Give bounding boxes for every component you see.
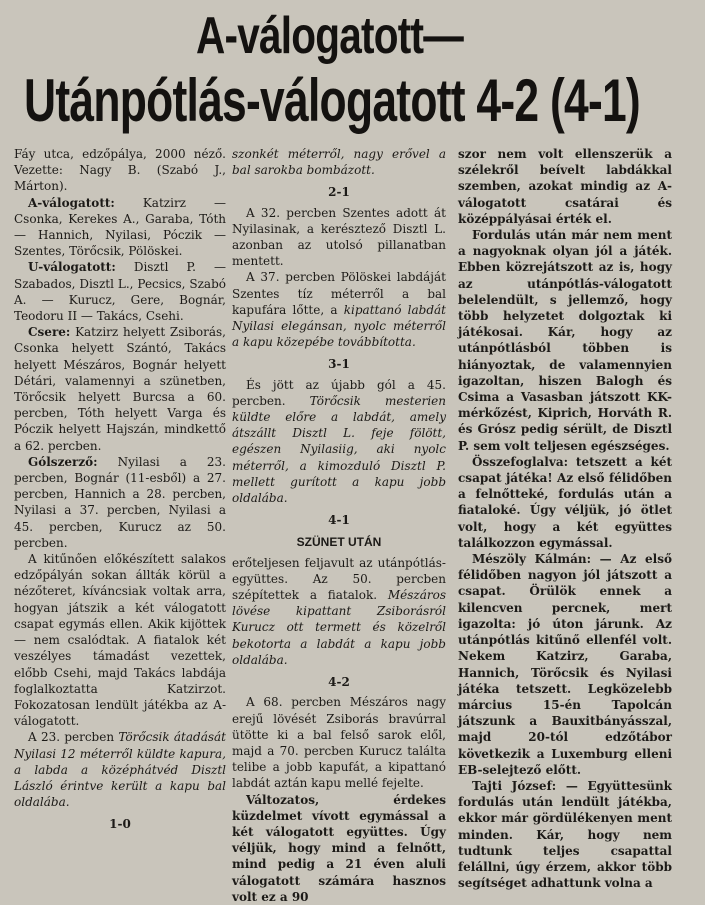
score-4-2: 4-2 bbox=[328, 675, 350, 690]
conclusion-paragraph bbox=[458, 454, 672, 551]
goal-4-lead: És jött az újabb gól a 45. percben. bbox=[232, 377, 446, 408]
goal-3-lead: A 37. percben Pölöskei labdáját Szentes tíz méterről a bal kapufára lőtte, a bbox=[232, 270, 446, 317]
second-half-analysis bbox=[458, 227, 672, 454]
quote-tajti-label: Tajti József: bbox=[472, 778, 557, 793]
column-2 bbox=[232, 146, 446, 905]
summary-text: Változatos, érdekes küzdelmet vívott egymással a két válogatott együttes. Úgy véljük, hogy mind a felnőtt, mind pedig a 21 éven aluli válogatott számára hasznos volt ez a 90 bbox=[232, 792, 446, 904]
quote-meszoly-text: — Az első félidőben nagyon jól játszott a csapat. Örülök ennek a kilencven percnek, mert igazolta: jó úton járunk. Az utánpótlás kitűnő ellenfél volt. Nekem Katzirz, Garaba, Hannich, Törőcsik és Nyilasi játéka tetszett. Legközelebb március 15-én Tapolcán játszunk a Bauxitbányásszal, majd 20-tól edzőtábor következik a Luxemburg elleni EB-selejtező előtt. bbox=[458, 552, 672, 777]
conclusion-text: Összefoglalva: tetszett a két csapat játéka! Az első félidőben a felnőtteké, fordulás után a fiataloké. Úgy véljük, jó ötlet volt, hogy a két együttes találkozzon egymással. bbox=[458, 454, 672, 550]
headline bbox=[0, 0, 705, 140]
late-chances-paragraph: A 68. percben Mészáros nagy erejű lövését Zsiborás bravúrral ütötte ki a bal felső sarok elől, majd a 70. percben Kurucz találta telibe a jobb kapufát, a kipattanó labdát aztán kapu mellé fejelte. bbox=[232, 695, 446, 791]
summary-paragraph bbox=[232, 792, 446, 905]
score-3-1: 3-1 bbox=[328, 357, 350, 372]
subheading-second-half: SZÜNET UTÁN bbox=[296, 535, 382, 550]
quote-tajti bbox=[458, 778, 672, 891]
chance-paragraph: A 32. percben Szentes adott át Nyilasinak, a kerésztező Disztl L. azonban az utolsó pillanatban mentett. bbox=[232, 205, 446, 269]
column-3 bbox=[458, 146, 672, 891]
lineup-a-text: Katzirz — Csonka, Kerekes A., Garaba, Tóth — Hannich, Nyilasi, Póczik — Szentes, Törőcsik, Pölöskei. bbox=[14, 195, 226, 259]
second-half-lead: erőteljesen feljavult az utánpótlás-együttes. Az 50. percben szépítettek a fiatalok. bbox=[232, 555, 446, 603]
lineup-a-label: A-válogatott: bbox=[28, 195, 115, 210]
goal-3-detail: kipattanó labdát Nyilasi elegánsan, nyolc méterről a kapu közepébe továbbította. bbox=[232, 302, 446, 350]
venue-paragraph: Fáy utca, edzőpálya, 2000 néző. Vezette: Nagy B. (Szabó J., Márton). bbox=[14, 147, 226, 194]
wing-paragraph bbox=[458, 146, 672, 227]
goalscorers-label: Gólszerző: bbox=[28, 454, 98, 469]
substitutes-text: Katzirz helyett Zsiborás, Csonka helyett Szántó, Takács helyett Mészáros, Bognár helyett Détári, valamennyi a szünetben, Törőcsik helyett Burcsa a 60. percben, Tóth helyett Varga és Póczik helyett Hajszán, mindkettő a 62. percben. bbox=[14, 325, 226, 453]
quote-tajti-text: — Együttesünk fordulás után lendült játékba, ekkor már gördülékenyen ment minden. Kár, hogy nem tudtunk teljes csapattal felállni, úgy érzem, akkor több segítséget adhattunk volna a bbox=[458, 778, 672, 891]
second-half-paragraph bbox=[232, 555, 446, 668]
lineup-u-label: U-válogatott: bbox=[28, 260, 116, 275]
goal-1-paragraph bbox=[14, 729, 226, 810]
column-1 bbox=[14, 146, 226, 837]
headline-line-2: Utánpótlás-válogatott 4-2 (4-1) bbox=[24, 67, 640, 134]
score-1-0: 1-0 bbox=[109, 817, 131, 832]
quote-meszoly bbox=[458, 551, 672, 778]
goalscorers bbox=[14, 454, 226, 551]
goal-4-paragraph bbox=[232, 377, 446, 507]
lineup-u-text: Disztl P. — Szabados, Disztl L., Pecsics, Szabó A. — Kurucz, Gere, Bognár, Teodoru II — Takács, Csehi. bbox=[14, 260, 226, 324]
goal-4-detail: Törőcsik mesterien küldte előre a labdát, amely átszállt Disztl L. feje fölött, egészen Nyilasiig, aki nyolc méterről, a kimozduló Disztl P. mellett gurított a kapu jobb oldalába. bbox=[232, 393, 446, 506]
report-paragraph: A kitűnően előkészített salakos edzőpályán sokan állták körül a nézőteret, kíváncsiak voltak arra, hogyan játszik a két válogatott csapat egymás ellen. Akik kijöttek — nem csalódtak. A fiatalok két veszélyes támadást vezettek, előbb Csehi, majd Takács labdája foglalkoztatta Katzirzot. Fokozatosan lendült játékba az A-válogatott. bbox=[14, 552, 226, 729]
substitutes bbox=[14, 324, 226, 454]
goalscorers-text: Nyilasi a 23. percben, Bognár (11-esből) a 27. percben, Hannich a 28. percben, Nyilasi a 37. percben, Nyilasi a 45. percben, Kurucz az 50. percben. bbox=[14, 454, 226, 550]
score-4-1: 4-1 bbox=[328, 513, 350, 528]
headline-line-1: A-válogatott— bbox=[196, 7, 464, 65]
score-2-1: 2-1 bbox=[328, 185, 350, 200]
goal-1-lead: A 23. percben bbox=[28, 730, 119, 745]
substitutes-label: Csere: bbox=[28, 325, 71, 340]
lineup-a bbox=[14, 195, 226, 260]
second-half-detail: Mészáros lövése kipattant Zsiborásról Kurucz ott termett és közelről bekotorta a labdát a kapu jobb oldalába. bbox=[232, 588, 446, 667]
goal-1-detail: Törőcsik átadását Nyilasi 12 méterről küldte kapura, a labda a középhátvéd Disztl László érintve került a kapu bal oldalába. bbox=[14, 730, 226, 810]
goal-3-paragraph bbox=[232, 269, 446, 350]
quote-meszoly-label: Mészöly Kálmán: bbox=[472, 552, 592, 567]
wing-text: szor nem volt ellenszerük a szélekről beívelt labdákkal szemben, azokat mindig az A-válogatott csatárai és középpályásai érték el. bbox=[458, 147, 672, 226]
goal-2-continuation bbox=[232, 146, 446, 178]
lineup-u bbox=[14, 259, 226, 324]
second-half-analysis-text: Fordulás után már nem ment a nagyoknak olyan jól a játék. Ebben közrejátszott az is, hogy az utánpótlás-válogatott belelendült, s jellemző, hogy több helyzetet dolgoztak ki játékosai. Kár, hogy az utánpótlásból többen is hiányoztak, de valamennyien igazoltan, hiszen Balogh és Csima a Vasasban játszott KK-mérkőzést, Kiprich, Horváth R. és Grósz pedig sérült, de Disztl P. sem volt teljesen egészséges. bbox=[458, 228, 672, 453]
goal-2-detail: szonkét méterről, nagy erővel a bal sarokba bombázott. bbox=[232, 147, 446, 178]
